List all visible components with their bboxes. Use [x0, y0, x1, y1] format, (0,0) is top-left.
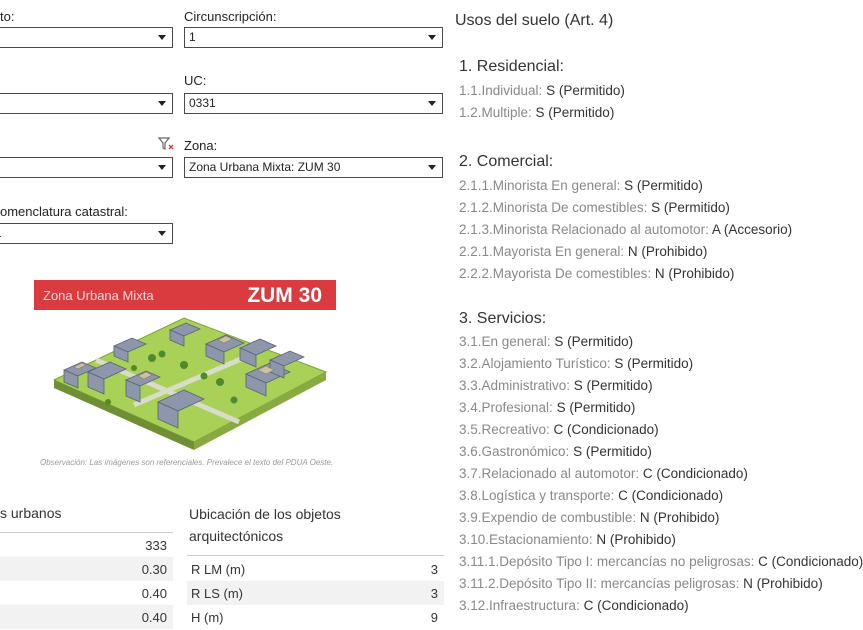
row-value: 0.40	[141, 610, 167, 625]
zone-name: Zona Urbana Mixta	[43, 288, 154, 303]
use-value: S (Permitido)	[651, 200, 730, 215]
use-label: 1.2.Multiple:	[459, 105, 536, 120]
use-label: 2.2.1.Mayorista En general:	[459, 244, 628, 259]
indicators-header: s urbanos	[0, 505, 62, 521]
list-item	[459, 397, 840, 419]
list-item	[459, 551, 863, 573]
filter-select-3[interactable]	[0, 157, 173, 178]
list-item	[459, 485, 840, 507]
chevron-down-icon	[428, 165, 436, 170]
zona-label: Zona:	[184, 138, 218, 153]
table-row	[187, 581, 444, 605]
uses-title: Usos del suelo (Art. 4)	[455, 12, 614, 29]
use-value: N (Prohibido)	[639, 510, 720, 525]
uc-label: UC:	[184, 73, 207, 88]
use-label: 2.2.2.Mayorista De comestibles:	[459, 266, 655, 281]
comercial-list	[459, 175, 840, 285]
row-value: 333	[145, 538, 167, 553]
use-label: 3.11.2.Depósito Tipo II: mercancías peligrosas:	[459, 576, 744, 591]
use-value: S (Permitido)	[624, 178, 703, 193]
use-value: N (Prohibido)	[627, 244, 708, 259]
use-label: 3.1.En general:	[459, 334, 555, 349]
row-label: H (m)	[191, 610, 224, 625]
location-header	[189, 503, 341, 547]
list-item	[459, 573, 840, 595]
use-value: S (Permitido)	[556, 400, 636, 415]
zone-code: ZUM 30	[247, 284, 322, 307]
nomenclatura-select[interactable]	[0, 223, 173, 244]
use-value: C (Condicionado)	[583, 598, 689, 613]
use-label: 3.7.Relacionado al automotor:	[459, 466, 643, 481]
nomenclatura-value	[0, 226, 2, 240]
use-value: S (Permitido)	[554, 334, 634, 349]
list-item	[459, 463, 840, 485]
use-label: 3.6.Gastronómico:	[459, 444, 574, 459]
chevron-down-icon	[158, 231, 166, 236]
use-value: C (Condicionado)	[642, 466, 748, 481]
table-row	[187, 605, 444, 629]
zona-value: Zona Urbana Mixta: ZUM 30	[189, 160, 341, 174]
use-label: 3.3.Administrativo:	[459, 378, 574, 393]
list-item	[459, 241, 840, 263]
use-value: C (Condicionado)	[758, 554, 863, 569]
list-item	[459, 441, 840, 463]
list-item	[459, 263, 840, 285]
chevron-down-icon	[158, 101, 166, 106]
row-value: 3	[430, 562, 438, 577]
use-value: S (Permitido)	[573, 378, 653, 393]
comercial-title: 2. Comercial:	[459, 153, 554, 170]
use-label: 2.1.1.Minorista En general:	[459, 178, 625, 193]
location-header-line1: Ubicación de los objetos	[189, 506, 341, 522]
servicios-list	[459, 331, 863, 617]
location-divider	[187, 555, 444, 556]
circunscripcion-label: Circunscripción:	[184, 9, 277, 24]
use-value: C (Condicionado)	[618, 488, 724, 503]
residencial-title: 1. Residencial:	[459, 58, 564, 75]
use-label: 3.10.Estacionamiento:	[459, 532, 597, 547]
list-item	[459, 175, 840, 197]
use-label: 3.2.Alojamiento Turístico:	[459, 356, 615, 371]
list-item	[459, 197, 840, 219]
row-value: 9	[430, 610, 438, 625]
use-label: 3.12.Infraestructura:	[459, 598, 584, 613]
list-item	[459, 529, 840, 551]
use-label: 2.1.2.Minorista De comestibles:	[459, 200, 652, 215]
table-row	[0, 533, 173, 557]
filter-select-1[interactable]	[0, 27, 173, 48]
uc-value: 0331	[189, 96, 216, 110]
use-value: C (Condicionado)	[553, 422, 659, 437]
row-value: 3	[430, 586, 438, 601]
clear-filter-icon[interactable]	[158, 137, 174, 151]
location-header-line2: arquitectónicos	[189, 528, 284, 544]
row-label: R LM (m)	[191, 562, 246, 577]
nomenclatura-label: omenclatura catastral:	[0, 204, 128, 219]
list-item	[459, 219, 840, 241]
zona-select[interactable]	[184, 157, 443, 178]
use-value: S (Permitido)	[573, 444, 652, 459]
filter-label-1: to:	[0, 9, 15, 24]
row-value: 0.40	[141, 586, 167, 601]
residencial-list	[459, 80, 840, 124]
chevron-down-icon	[158, 165, 166, 170]
row-value: 0.30	[141, 562, 167, 577]
use-label: 3.11.1.Depósito Tipo I: mercancías no peligrosas:	[459, 554, 759, 569]
list-item	[459, 80, 840, 102]
use-label: 3.8.Logística y transporte:	[459, 488, 619, 503]
table-row	[0, 605, 173, 629]
chevron-down-icon	[158, 35, 166, 40]
uc-select[interactable]	[184, 93, 443, 114]
list-item	[459, 102, 840, 124]
use-value: A (Accesorio)	[711, 222, 793, 237]
zone-illustration	[34, 310, 336, 456]
chevron-down-icon	[428, 35, 436, 40]
filter-select-2[interactable]	[0, 93, 173, 114]
use-value: S (Permitido)	[614, 356, 694, 371]
list-item	[459, 507, 840, 529]
list-item	[459, 595, 840, 617]
use-label: 3.4.Profesional:	[459, 400, 557, 415]
use-value: S (Permitido)	[535, 105, 615, 120]
table-row	[187, 557, 444, 581]
use-value: N (Prohibido)	[654, 266, 735, 281]
circunscripcion-value: 1	[189, 30, 196, 44]
list-item	[459, 419, 840, 441]
table-row	[0, 557, 173, 581]
list-item	[459, 331, 840, 353]
use-value: S (Permitido)	[546, 83, 625, 98]
use-value: N (Prohibido)	[596, 532, 676, 547]
use-label: 1.1.Individual:	[459, 83, 547, 98]
list-item	[459, 375, 840, 397]
use-label: 2.1.3.Minorista Relacionado al automotor:	[459, 222, 712, 237]
chevron-down-icon	[428, 101, 436, 106]
use-label: 3.9.Expendio de combustible:	[459, 510, 640, 525]
row-label: R LS (m)	[191, 586, 243, 601]
table-row	[0, 581, 173, 605]
image-observation: Observación: Las imágenes son referenciales. Prevalece el texto del PDUA Oeste.	[40, 458, 334, 467]
servicios-title: 3. Servicios:	[459, 310, 547, 327]
list-item	[459, 353, 840, 375]
use-label: 3.5.Recreativo:	[459, 422, 554, 437]
zone-banner	[34, 280, 336, 310]
use-value: N (Prohibido)	[743, 576, 823, 591]
circunscripcion-select[interactable]	[184, 27, 443, 48]
